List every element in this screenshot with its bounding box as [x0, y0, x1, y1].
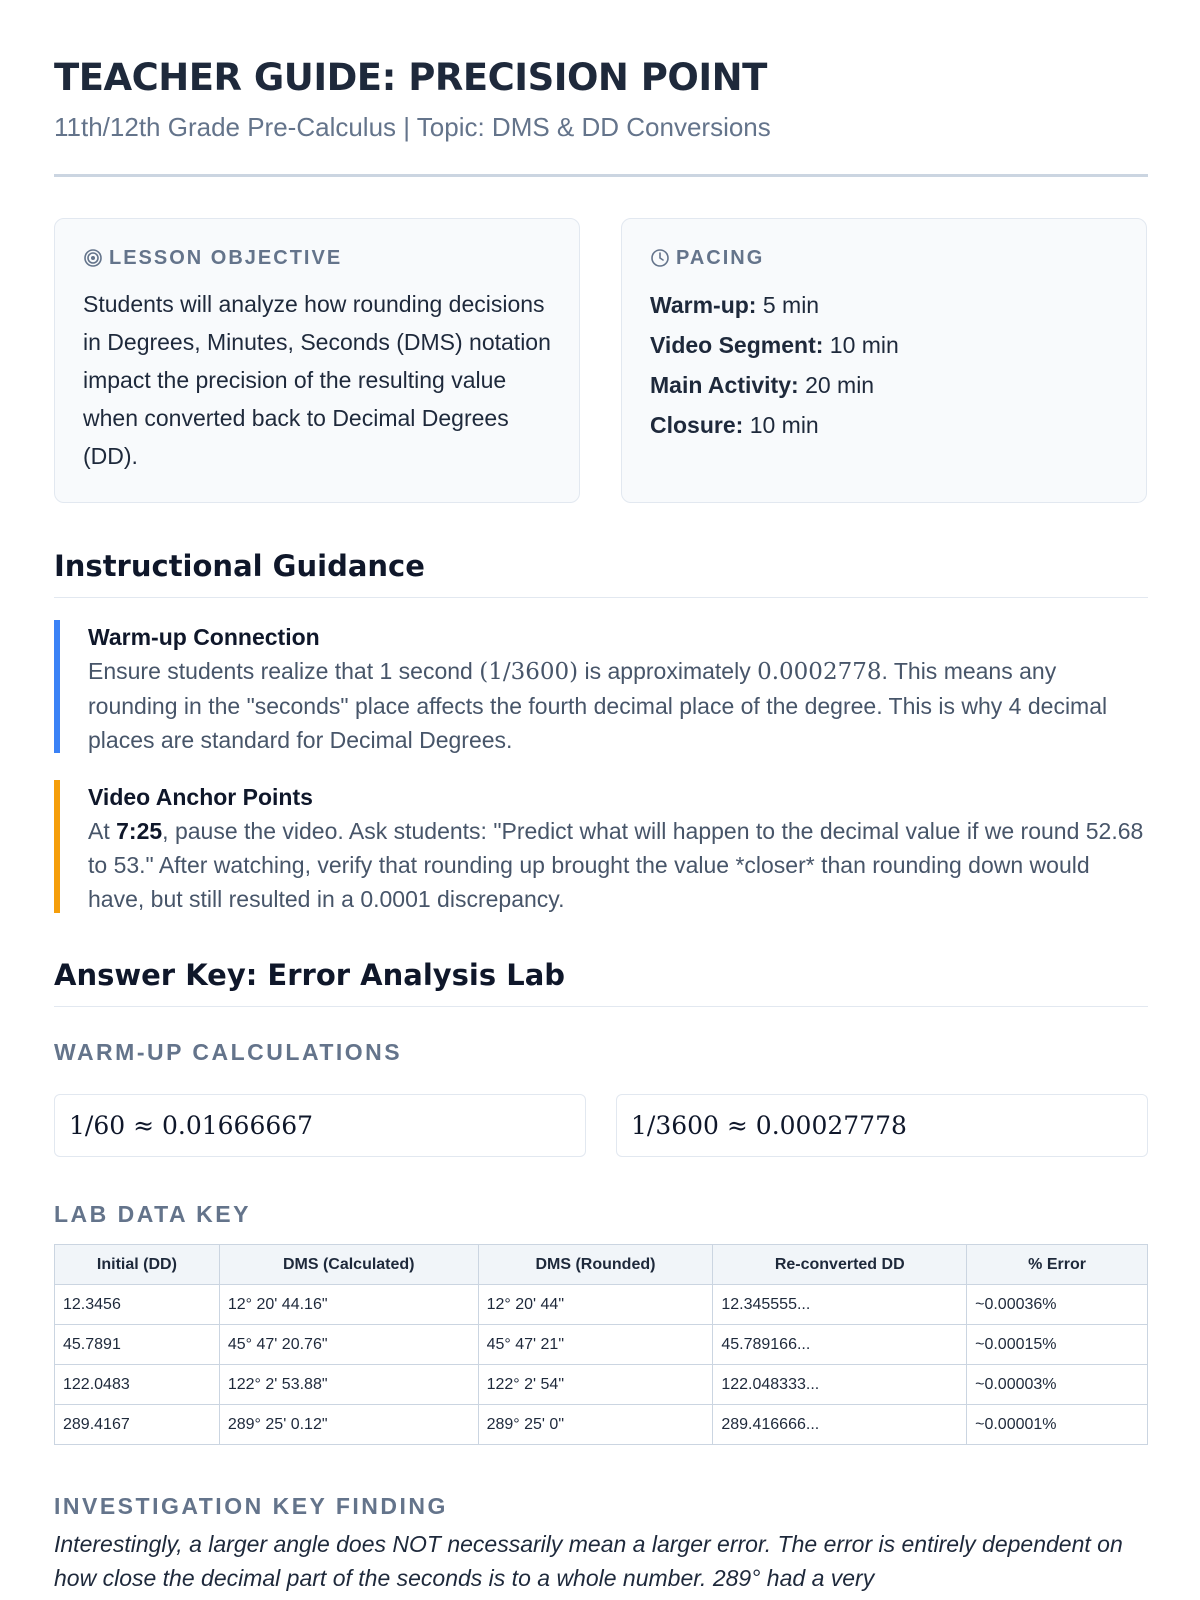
table-cell: 289.416666...: [713, 1405, 967, 1445]
lesson-objective-text: Students will analyze how rounding decisions in Degrees, Minutes, Seconds (DMS) notation impact the precision of the resulting value when converted back to Decimal Degrees (DD).: [83, 291, 551, 469]
video-anchor-text: At 7:25, pause the video. Ask students: "Predict what will happen to the decimal value if we round 52.68 to 53." After watching, verify that rounding up brought the value *closer* than rounding down would have, but still resulted in a 0.0001 discrepancy.: [88, 818, 1144, 912]
lab-data-table: [54, 1244, 1148, 1445]
warmup-calculations-label: WARM-UP CALCULATIONS: [54, 1039, 403, 1065]
table-row: [55, 1285, 1148, 1325]
pacing-item: [650, 285, 1118, 325]
pacing-card: [621, 218, 1147, 503]
pacing-item-label: Video Segment:: [650, 332, 824, 358]
table-header-row: [55, 1245, 1148, 1285]
pacing-item-label: Warm-up:: [650, 292, 757, 318]
section-divider: [54, 1006, 1148, 1007]
warmup-connection-text: Ensure students realize that 1 second (1/3600) is approximately 0.0002778. This means any rounding in the "seconds" place affects the fourth decimal place of the degree. This is why 4 decimal places are standard for Decimal Degrees.: [88, 658, 1108, 753]
warmup-connection-title: Warm-up Connection: [88, 624, 320, 650]
lesson-objective-header: [83, 247, 551, 269]
table-cell: 289.4167: [55, 1405, 220, 1445]
column-header: DMS (Calculated): [219, 1245, 478, 1285]
pacing-header: [650, 247, 1118, 269]
table-cell: ~0.00036%: [967, 1285, 1148, 1325]
table-cell: ~0.00001%: [967, 1405, 1148, 1445]
column-header: DMS (Rounded): [478, 1245, 713, 1285]
table-cell: 12.345555...: [713, 1285, 967, 1325]
pacing-item-value: 10 min: [749, 412, 819, 438]
lab-data-key-label: LAB DATA KEY: [54, 1201, 251, 1227]
page-subtitle: 11th/12th Grade Pre-Calculus | Topic: DMS & DD Conversions: [54, 112, 771, 142]
table-cell: 122° 2' 54": [478, 1365, 713, 1405]
calculation-box: 1/3600 ≈ 0.00027778: [616, 1094, 1148, 1157]
pacing-item: [650, 405, 1118, 445]
header-divider: [54, 174, 1148, 177]
table-cell: 12.3456: [55, 1285, 220, 1325]
answer-key-heading: Answer Key: Error Analysis Lab: [54, 958, 566, 992]
table-cell: 122.0483: [55, 1365, 220, 1405]
warmup-connection-callout: [54, 620, 1148, 753]
table-row: [55, 1325, 1148, 1365]
lesson-objective-card: [54, 218, 580, 503]
lesson-objective-label: LESSON OBJECTIVE: [109, 246, 343, 269]
table-cell: 45° 47' 20.76": [219, 1325, 478, 1365]
table-cell: 289° 25' 0.12": [219, 1405, 478, 1445]
column-header: % Error: [967, 1245, 1148, 1285]
pacing-item-value: 5 min: [762, 292, 820, 318]
table-row: [55, 1365, 1148, 1405]
pacing-item-label: Closure:: [650, 412, 744, 438]
table-cell: ~0.00003%: [967, 1365, 1148, 1405]
column-header: Initial (DD): [55, 1245, 220, 1285]
callout-accent-bar: [54, 620, 60, 753]
table-cell: 289° 25' 0": [478, 1405, 713, 1445]
key-finding-label: INVESTIGATION KEY FINDING: [54, 1493, 448, 1519]
clock-icon: [650, 248, 670, 268]
video-anchor-title: Video Anchor Points: [88, 784, 313, 810]
table-cell: 12° 20' 44.16": [219, 1285, 478, 1325]
video-timestamp: 7:25: [116, 818, 163, 844]
table-cell: 122° 2' 53.88": [219, 1365, 478, 1405]
pacing-item: [650, 325, 1118, 365]
table-cell: 45.789166...: [713, 1325, 967, 1365]
pacing-item: [650, 365, 1118, 405]
calculation-box: 1/60 ≈ 0.01666667: [54, 1094, 586, 1157]
table-cell: 45.7891: [55, 1325, 220, 1365]
pacing-item-label: Main Activity:: [650, 372, 799, 398]
instructional-guidance-heading: Instructional Guidance: [54, 549, 425, 583]
table-cell: 45° 47' 21": [478, 1325, 713, 1365]
pacing-item-value: 20 min: [805, 372, 875, 398]
section-divider: [54, 597, 1148, 598]
target-icon: [83, 248, 103, 268]
column-header: Re-converted DD: [713, 1245, 967, 1285]
table-row: [55, 1405, 1148, 1445]
table-cell: ~0.00015%: [967, 1325, 1148, 1365]
callout-accent-bar: [54, 780, 60, 913]
table-cell: 12° 20' 44": [478, 1285, 713, 1325]
video-anchor-callout: [54, 780, 1148, 913]
page-title: TEACHER GUIDE: PRECISION POINT: [54, 56, 767, 99]
pacing-item-value: 10 min: [829, 332, 899, 358]
pacing-label: PACING: [676, 246, 765, 269]
key-finding-text: Interestingly, a larger angle does NOT necessarily mean a larger error. The error is entirely dependent on how close the decimal part of the seconds is to a whole number. 289° had a very: [54, 1531, 1123, 1591]
table-cell: 122.048333...: [713, 1365, 967, 1405]
